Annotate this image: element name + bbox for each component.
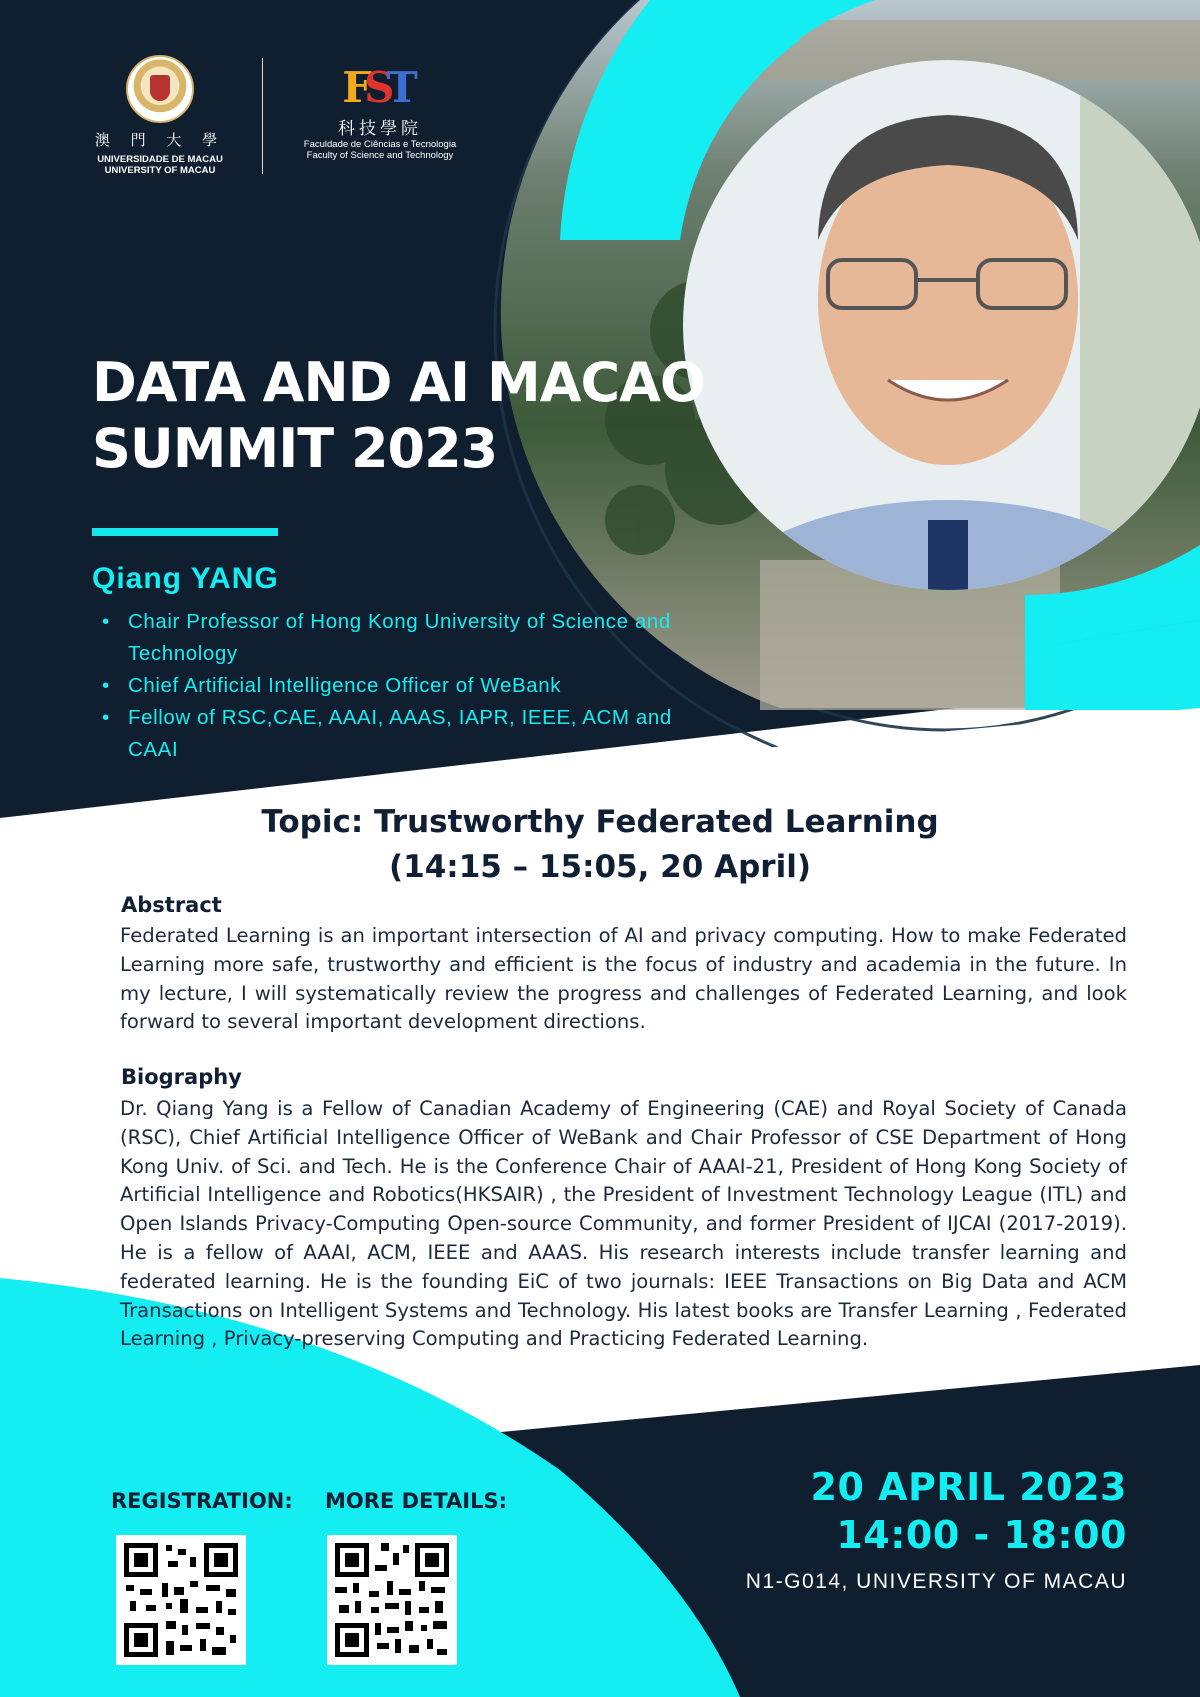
event-date: 20 APRIL 2023 xyxy=(810,1465,1127,1509)
fst-portuguese-name: Faculdade de Ciências e Tecnologia xyxy=(303,139,457,150)
talk-topic xyxy=(150,800,1050,890)
fst-english-name: Faculty of Science and Technology xyxy=(306,150,454,161)
event-title-line1: DATA AND AI MACAO xyxy=(92,351,705,414)
registration-label: REGISTRATION: xyxy=(111,1489,293,1513)
title-underline xyxy=(92,528,278,536)
um-portuguese-name: UNIVERSIDADE DE MACAU xyxy=(97,154,223,165)
um-english-name: UNIVERSITY OF MACAU xyxy=(104,165,216,176)
speaker-role-item: • Chair Professor of Hong Kong University of Science and Technology xyxy=(128,606,708,670)
abstract-text: Federated Learning is an important intersection of AI and privacy computing. How to make Federated Learning more safe, trustworthy and efficient is the focus of industry and academia in the future. In my lecture, I will systematically review the progress and challenges of Federated Learning, and look forward to several important development directions. xyxy=(120,924,1127,1034)
event-time: 14:00 - 18:00 xyxy=(836,1513,1127,1557)
university-crest-icon xyxy=(126,55,194,123)
event-title-line2: SUMMIT 2023 xyxy=(92,417,498,480)
event-venue: N1-G014, UNIVERSITY OF MACAU xyxy=(745,1570,1127,1593)
um-chinese-name: 澳 門 大 學 xyxy=(94,131,226,149)
talk-topic-time: (14:15 – 15:05, 20 April) xyxy=(389,849,811,885)
abstract-heading: Abstract xyxy=(121,893,222,917)
speaker-role-item: • Chief Artificial Intelligence Officer of WeBank xyxy=(128,670,708,702)
speaker-roles xyxy=(92,606,708,766)
speaker-name: Qiang YANG xyxy=(92,562,279,595)
fst-chinese-name: 科技學院 xyxy=(338,119,422,139)
more-details-label: MORE DETAILS: xyxy=(325,1489,508,1513)
fst-logo xyxy=(290,63,470,161)
talk-topic-title: Topic: Trustworthy Federated Learning xyxy=(261,804,939,840)
biography-heading: Biography xyxy=(121,1065,242,1089)
logo-divider xyxy=(262,58,263,174)
registration-qr-code[interactable] xyxy=(116,1535,246,1665)
more-details-qr-code[interactable] xyxy=(327,1535,457,1665)
fst-mark-icon: FST xyxy=(342,63,418,112)
speaker-role-item: • Fellow of RSC,CAE, AAAI, AAAS, IAPR, IEEE, ACM and CAAI xyxy=(128,702,708,766)
university-of-macau-logo xyxy=(90,55,230,176)
event-title xyxy=(92,350,732,482)
biography-text: Dr. Qiang Yang is a Fellow of Canadian Academy of Engineering (CAE) and Royal Society of Canada (RSC), Chief Artificial Intelligence Officer of WeBank and Chair Professor of CSE Department of Hong Kong Univ. of Sci. and Tech. He is the Conference Chair of AAAI-21, President of Hong Kong Society of Artificial Intelligence and Robotics(HKSAIR) , the President of Investment Technology League (ITL) and Open Islands Privacy-Computing Open-source Community, and former President of IJCAI (2017-2019). He is a fellow of AAAI, ACM, IEEE and AAAS. His research interests include transfer learning and federated learning. He is the founding EiC of two journals: IEEE Transactions on Big Data and ACM Transactions on Intelligent Systems and Technology. His latest books are Transfer Learning , Federated Learning , Privacy-preserving Computing and Practicing Federated Learning. xyxy=(120,1097,1127,1351)
